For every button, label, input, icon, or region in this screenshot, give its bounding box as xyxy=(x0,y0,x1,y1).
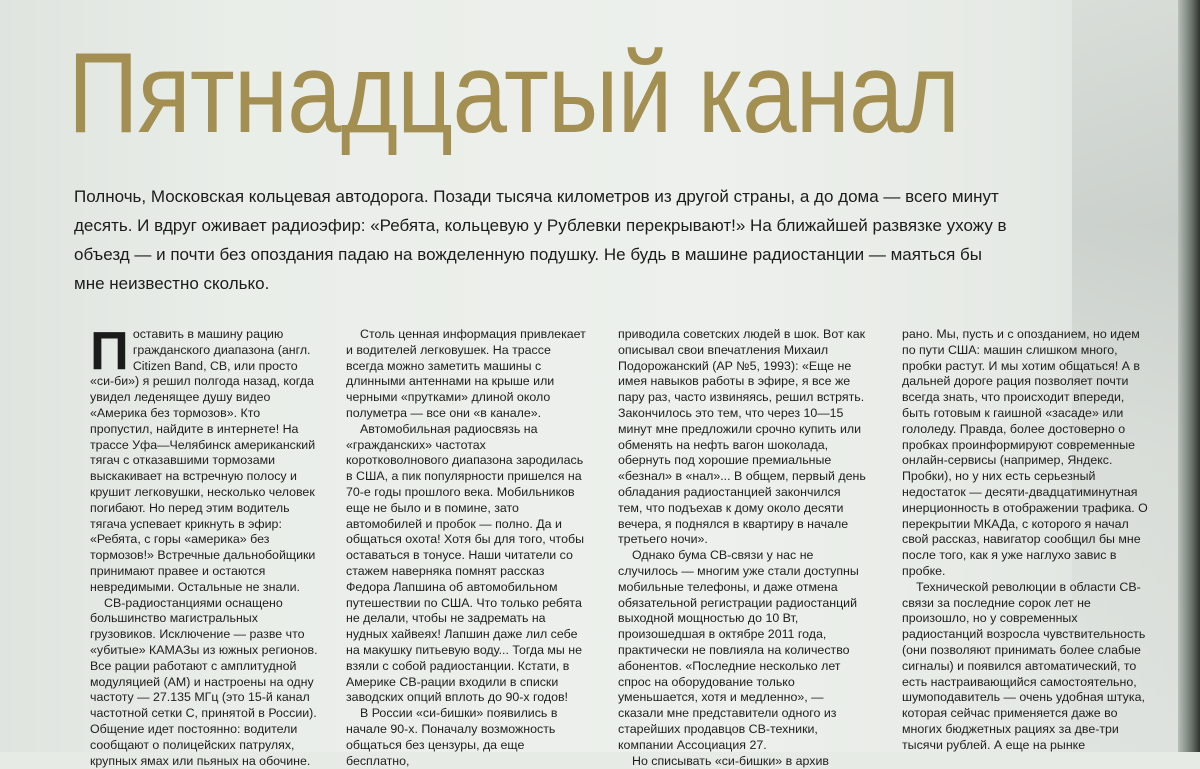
article-column-3 xyxy=(618,327,868,768)
page-gutter xyxy=(1178,0,1200,752)
paragraph: приводила советских людей в шок. Вот как описывал свои впечатления Михаил Подорожанский (АР №5, 1993): «Еще не имея навыков работы в эфире, я все же пару раз, часто извиняясь, решил встрять. Закончилось это тем, что через 10—15 минут мне предложили срочно купить или обменять на нефть вагон шоколада, обернуть под хорошие премиальные «безнал» в «нал»... В общем, первый день обладания радиостанцией закончился тем, что подъехав к дому около десяти вечера, я поднялся в квартиру в начале третьего ночи». xyxy=(618,327,866,547)
paragraph: Автомобильная радиосвязь на «гражданских» частотах коротковолнового диапазона зародилась в США, а пик популярности пришелся на 70-е годы прошлого века. Мобильников еще не было и в помине, зато автомобилей и пробок — полно. Да и общаться охота! Хотя бы для того, чтобы оставаться в тонусе. Наши читатели со стажем наверняка помнят рассказ Федора Лапшина об автомобильном путешествии по США. Что только ребята не делали, чтобы не задремать на нудных хайвеях! Лапшин даже лил себе на макушку питьевую воду... Тогда мы не взяли с собой радиостанции. Кстати, в Америке CB-рации входили в списки заводских опций вплоть до 90-х годов! xyxy=(346,421,584,705)
paragraph-text: оставить в машину рацию гражданского диапазона (англ. Citizen Band, CB, или просто «си-би») я решил полгода назад, когда увидел леденящее душу видео «Америка без тормозов». Кто пропустил, найдите в интернете! На трассе Уфа—Челябинск американский тягач с отказавшими тормозами выскакивает на встречную полосу и крушит легковушки, несколько человек погибают. Но перед этим водитель тягача успевает крикнуть в эфир: «Ребята, с горы «америка» без тормозов!» Встречные дальнобойщики принимают правее и остаются невредимыми. Остальные не знали. xyxy=(90,327,316,594)
paragraph: Технической революции в области CB-связи за последние сорок лет не произошло, но у современных радиостанций возросла чувствительность (они позволяют принимать более слабые сигналы) и появился автоматический, то есть настраивающийся самостоятельно, шумоподавитель — очень удобная штука, которая сейчас применяется даже во многих бюджетных рациях за две-три тысячи рублей. А еще на рынке xyxy=(902,579,1146,752)
paragraph xyxy=(90,321,320,596)
article-lead: Полночь, Московская кольцевая автодорога. Позади тысяча километров из другой страны, а до дома — всего минут десять. И вдруг оживает радиоэфир: «Ребята, кольцевую у Рублевки перекрывают!» На ближайшей развязке ухожу в объезд — и почти без опоздания падаю на вожделенную подушку. Не будь в машине радиостанции — маяться бы мне неизвестно сколько. xyxy=(74,187,1007,293)
article-headline: Пятнадцатый канал xyxy=(68,30,960,157)
article-column-4 xyxy=(902,327,1152,752)
article-body xyxy=(90,321,1150,768)
paragraph: CB-радиостанциями оснащено большинство магистральных грузовиков. Исключение — разве что «убитые» КАМАЗы из южных регионов. Все рации работают с амплитудной модуляцией (АМ) и настроены на одну частоту — 27.135 МГц (это 15-й канал частотной сетки С, принятой в России). Общение идет постоянно: водители сообщают о полицейских патрулях, крупных ямах или пьяных на обочине. xyxy=(90,595,318,768)
paragraph: В России «си-бишки» появились в начале 90-х. Поначалу возможность общаться без цензуры, да еще бесплатно, xyxy=(346,706,558,768)
article-column-2 xyxy=(346,327,586,768)
drop-cap: П xyxy=(90,321,129,381)
paragraph: Однако бума CB-связи у нас не случилось — многим уже стали доступны мобильные телефоны, и даже отмена обязательной регистрации радиостанций выходной мощностью до 10 Вт, произошедшая в октябре 2011 года, практически не повлияла на количество абонентов. «Последние несколько лет спрос на оборудование только уменьшается, хотя и медленно», — сказали мне представители одного из старейших продавцов CB-техники, компании Ассоциация 27. xyxy=(618,548,859,752)
article-column-1 xyxy=(90,321,320,768)
paragraph: рано. Мы, пусть и с опозданием, но идем по пути США: машин слишком много, пробки растут. И мы хотим общаться! А в дальней дороге рация позволяет почти всегда знать, что происходит впереди, быть готовым к гаишной «засаде» или гололеду. Правда, более достоверно о пробках проинформируют современные онлайн-сервисы (например, Яндекс. Пробки), но у них есть серьезный недостаток — десяти-двадцатиминутная инерционность в отображении трафика. О перекрытии МКАДа, с которого я начал свой рассказ, навигатор сообщил бы мне после того, как я уже наглухо завис в пробке. xyxy=(902,327,1148,578)
paragraph: Столь ценная информация привлекает и водителей легковушек. На трассе всегда можно заметить машины с длинными антеннами на крыше или черными «прутками» длиной около полуметра — все они «в канале». xyxy=(346,327,586,420)
paragraph: Но списывать «си-бишки» в архив xyxy=(632,753,829,768)
